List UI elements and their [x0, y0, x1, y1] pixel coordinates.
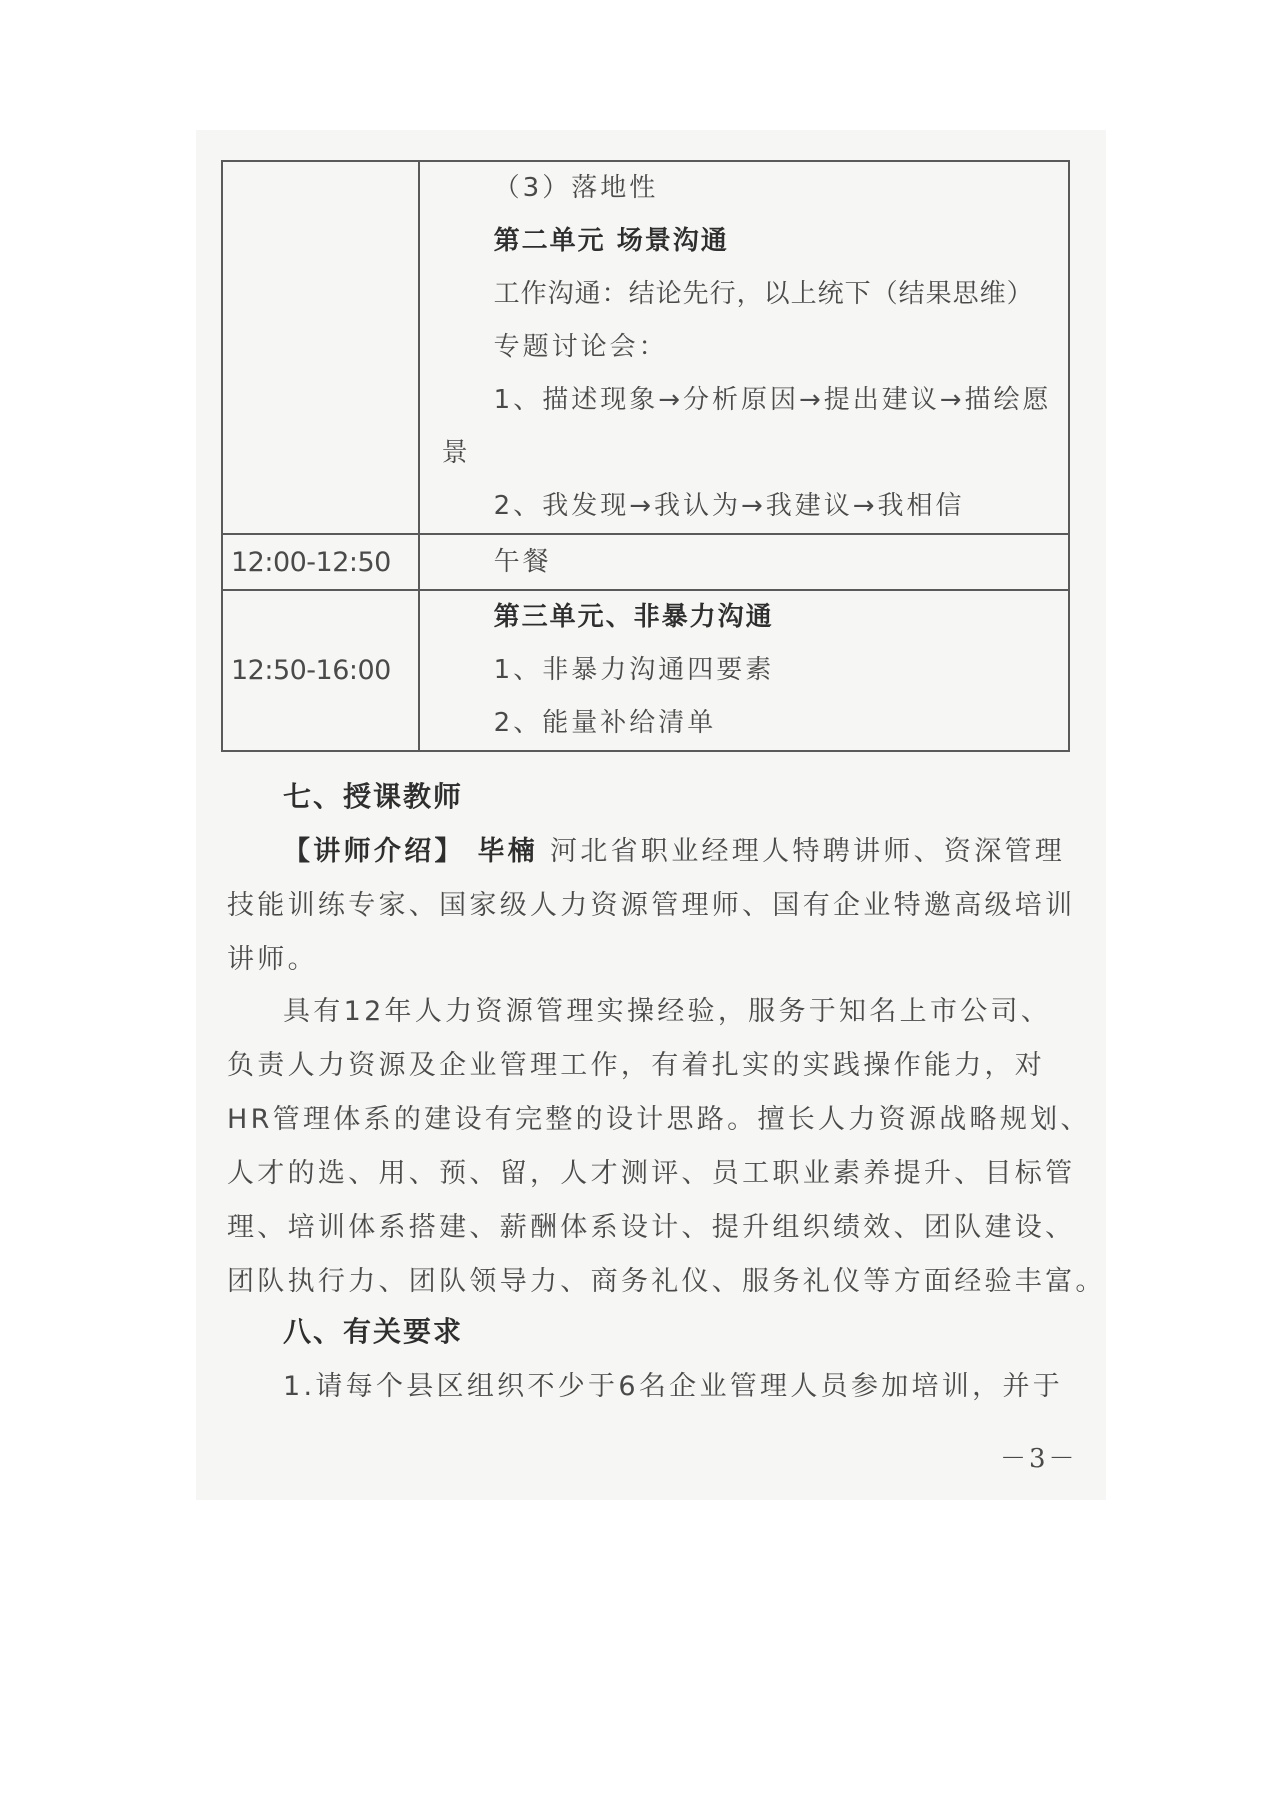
section-heading-requirements: 八、有关要求: [283, 1315, 464, 1348]
requirements-paragraph: [227, 1360, 1065, 1414]
paragraph-line: 人才的选、用、预、留，人才测评、员工职业素养提升、目标管: [227, 1158, 1076, 1189]
time-cell: [222, 161, 419, 534]
time-cell: 12:00-12:50: [222, 534, 419, 590]
time-cell: 12:50-16:00: [222, 590, 419, 751]
paragraph-line: 具有12年人力资源管理实操经验，服务于知名上市公司、: [283, 996, 1052, 1027]
paragraph-line: [227, 825, 1065, 879]
instructor-experience-paragraph: [227, 985, 1106, 1309]
content-line: 2、我发现→我认为→我建议→我相信: [493, 491, 965, 521]
table-row: [222, 590, 1069, 751]
unit-heading: 第二单元 场景沟通: [493, 226, 729, 256]
content-line: 午餐: [493, 547, 552, 577]
paragraph-line: HR管理体系的建设有完整的设计思路。擅长人力资源战略规划、: [227, 1104, 1091, 1135]
instructor-intro-paragraph: [227, 825, 1076, 987]
content-line: 工作沟通：结论先行，以上统下（结果思维）: [493, 279, 1034, 309]
content-cell: [419, 161, 1069, 534]
table-row: [222, 161, 1069, 534]
content-line: 专题讨论会：: [493, 332, 668, 362]
content-cell: [419, 590, 1069, 751]
section-heading-instructor: 七、授课教师: [283, 780, 464, 813]
paragraph-line: 1.请每个县区组织不少于6名企业管理人员参加培训，并于: [283, 1371, 1064, 1402]
content-line: 1、非暴力沟通四要素: [493, 655, 775, 685]
page-number: －3－: [1000, 1444, 1078, 1474]
schedule-table: [221, 160, 1070, 752]
content-line: 1、描述现象→分析原因→提出建议→描绘愿: [493, 385, 1052, 415]
paragraph-line: 团队执行力、团队领导力、商务礼仪、服务礼仪等方面经验丰富。: [227, 1266, 1106, 1297]
paragraph-line: 技能训练专家、国家级人力资源管理师、国有企业特邀高级培训: [227, 890, 1076, 921]
content-line: （3）落地性: [493, 173, 659, 203]
paragraph-line: 理、培训体系搭建、薪酬体系设计、提升组织绩效、团队建设、: [227, 1212, 1076, 1243]
content-cell: [419, 534, 1069, 590]
paragraph-text: 河北省职业经理人特聘讲师、资深管理: [538, 836, 1066, 867]
paragraph-line: 讲师。: [227, 944, 318, 975]
unit-heading: 第三单元、非暴力沟通: [493, 602, 774, 632]
content-line: 景: [441, 438, 471, 468]
paragraph-line: 负责人力资源及企业管理工作，有着扎实的实践操作能力，对: [227, 1050, 1046, 1081]
table-row: [222, 534, 1069, 590]
instructor-label: 【讲师介绍】 毕楠: [283, 836, 539, 867]
content-line: 2、能量补给清单: [493, 708, 717, 738]
